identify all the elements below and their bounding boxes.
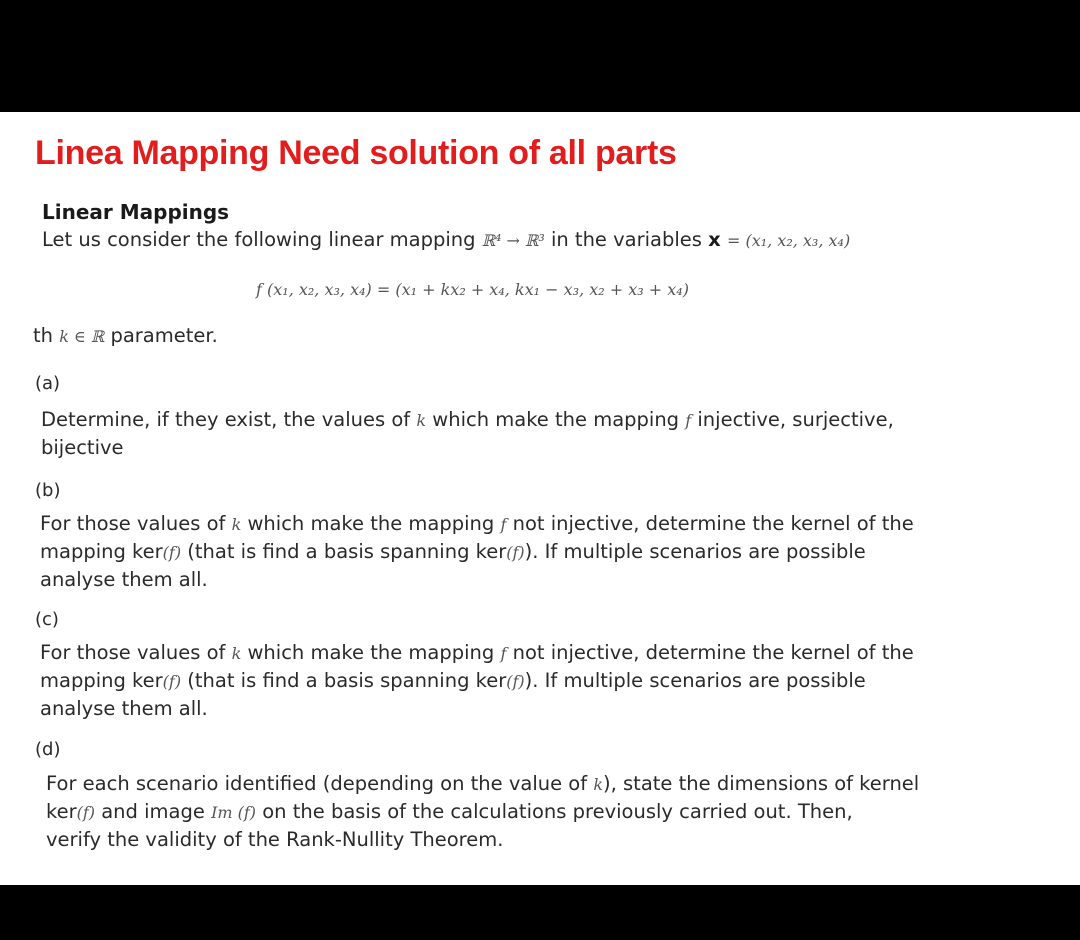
part-a-text-2: which make the mapping <box>432 408 680 431</box>
part-d-label: (d) <box>35 739 61 760</box>
part-d-ker-label: ker <box>46 800 77 823</box>
part-b-label: (b) <box>35 480 61 501</box>
part-a-label: (a) <box>35 373 61 394</box>
part-c-kerf: (f) <box>162 672 182 691</box>
part-c-line2 <box>40 667 980 695</box>
intro-variables-text: in the variables <box>550 228 702 251</box>
intro-bold-x: x <box>708 228 721 251</box>
part-b-text-2: which make the mapping <box>247 512 495 535</box>
part-d-line2 <box>46 798 996 826</box>
part-a-line1 <box>41 406 965 434</box>
param-suffix: parameter. <box>110 324 218 347</box>
problem-heading: Linear Mappings <box>42 200 230 224</box>
part-b-line3: analyse them all. <box>40 568 208 591</box>
param-prefix: th <box>33 324 54 347</box>
part-c-kerf2: (f) <box>506 672 525 691</box>
part-c-line1 <box>40 639 980 667</box>
part-b-text-4: (that is find a basis spanning ker <box>187 540 507 563</box>
part-a-text <box>41 406 965 461</box>
part-b-text-3: not injective, determine the kernel of the <box>512 512 914 535</box>
part-d-text <box>46 770 996 853</box>
part-b-line2 <box>40 538 980 566</box>
part-c-line3: analyse them all. <box>40 697 208 720</box>
part-d-text-4: on the basis of the calculations previously carried out. Then, <box>262 800 853 823</box>
part-c-text-2: which make the mapping <box>247 641 495 664</box>
part-c-text-4: (that is find a basis spanning ker <box>187 669 507 692</box>
part-d-im: Im (f) <box>211 803 257 822</box>
part-b-kerf2: (f) <box>506 543 525 562</box>
part-b-kerf: (f) <box>162 543 182 562</box>
part-d-text-2: ), state the dimensions of kernel <box>603 772 920 795</box>
part-b-ker-label: mapping ker <box>40 540 163 563</box>
part-b-text-1: For those values of <box>40 512 226 535</box>
part-c-text-3: not injective, determine the kernel of the <box>512 641 914 664</box>
part-a-k: k <box>416 411 427 430</box>
part-a-line2: bijective <box>41 436 124 459</box>
part-d-k: k <box>593 775 604 794</box>
intro-vector: = (x₁, x₂, x₃, x₄) <box>726 231 851 250</box>
part-b-line1 <box>40 510 980 538</box>
param-math: k ∈ ℝ <box>59 327 105 346</box>
part-d-kerf: (f) <box>76 803 96 822</box>
part-b-text <box>40 510 980 593</box>
part-c-ker-label: mapping ker <box>40 669 163 692</box>
part-d-text-1: For each scenario identified (depending on the value of <box>46 772 588 795</box>
part-d-text-3: and image <box>101 800 205 823</box>
part-c-text <box>40 639 980 722</box>
part-b-f: f <box>500 515 507 534</box>
part-b-k: k <box>231 515 242 534</box>
part-c-k: k <box>231 644 242 663</box>
parameter-line <box>33 324 218 347</box>
part-c-f: f <box>500 644 507 663</box>
part-d-line3: verify the validity of the Rank-Nullity Theorem. <box>46 828 504 851</box>
problem-intro <box>42 228 850 251</box>
part-a-text-3: injective, surjective, <box>697 408 894 431</box>
page-title: Linea Mapping Need solution of all parts <box>35 134 677 172</box>
part-b-text-5: ). If multiple scenarios are possible <box>524 540 866 563</box>
mapping-formula: f (x₁, x₂, x₃, x₄) = (x₁ + kx₂ + x₄, kx₁ − x₃, x₂ + x₃ + x₄) <box>256 280 689 299</box>
intro-mapping: ℝ⁴ → ℝ³ <box>481 231 545 250</box>
part-d-line1 <box>46 770 996 798</box>
part-c-label: (c) <box>35 609 59 630</box>
intro-text: Let us consider the following linear mapping <box>42 228 476 251</box>
part-a-f: f <box>685 411 692 430</box>
part-c-text-1: For those values of <box>40 641 226 664</box>
part-a-text-1: Determine, if they exist, the values of <box>41 408 411 431</box>
question-sheet <box>0 112 1080 885</box>
part-c-text-5: ). If multiple scenarios are possible <box>524 669 866 692</box>
